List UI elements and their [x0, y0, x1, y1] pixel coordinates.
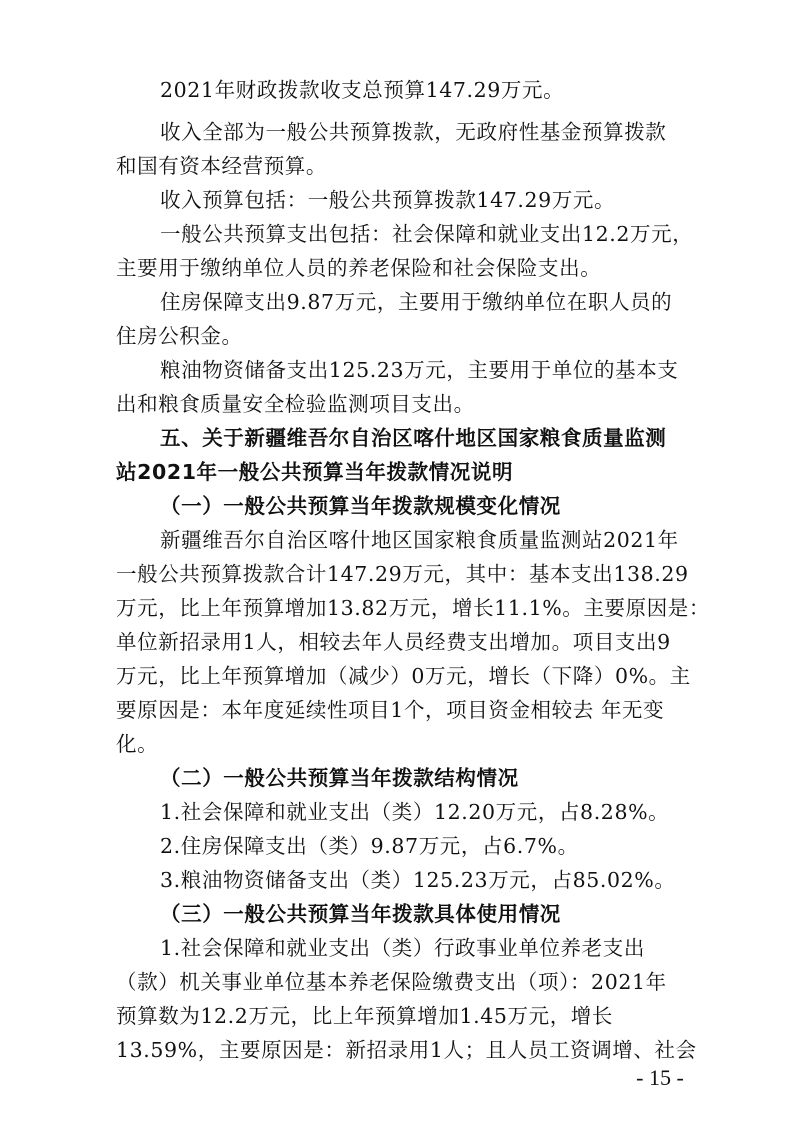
list-item: 1.社会保障和就业支出（类）12.20万元，占8.28%。: [160, 800, 670, 824]
subsection-heading: （二）一般公共预算当年拨款结构情况: [160, 766, 519, 790]
list-item: 3.粮油物资储备支出（类）125.23万元，占85.02%。: [160, 868, 676, 892]
body-line: 13.59%，主要原因是：新招录用1人；且人员工资调增、社会: [116, 1038, 697, 1062]
body-line: 要原因是：本年度延续性项目1个，项目资金相较去 年无变: [116, 698, 665, 722]
body-line: 住房保障支出9.87万元，主要用于缴纳单位在职人员的: [160, 290, 673, 314]
subsection-heading: （三）一般公共预算当年拨款具体使用情况: [160, 902, 561, 926]
list-item: 2.住房保障支出（类）9.87万元，占6.7%。: [160, 834, 579, 858]
subsection-heading: （一）一般公共预算当年拨款规模变化情况: [160, 494, 561, 518]
body-line: 一般公共预算拨款合计147.29万元，其中：基本支出138.29: [116, 562, 689, 586]
body-line: 化。: [116, 732, 159, 756]
body-line: 出和粮食质量安全检验监测项目支出。: [116, 392, 475, 416]
body-line: 新疆维吾尔自治区喀什地区国家粮食质量监测站2021年: [160, 528, 679, 552]
body-line: 单位新招录用1人，相较去年人员经费支出增加。项目支出9: [116, 630, 671, 654]
body-line: 主要用于缴纳单位人员的养老保险和社会保险支出。: [116, 256, 602, 280]
page-number: - 15 -: [636, 1065, 684, 1090]
body-line: 万元，比上年预算增加13.82万元，增长11.1%。主要原因是：: [116, 596, 711, 620]
body-line: 收入全部为一般公共预算拨款，无政府性基金预算拨款: [160, 120, 667, 144]
body-line: 粮油物资储备支出125.23万元，主要用于单位的基本支: [160, 358, 679, 382]
body-line: 收入预算包括：一般公共预算拨款147.29万元。: [160, 188, 616, 212]
body-line: 2021年财政拨款收支总预算147.29万元。: [160, 78, 565, 102]
body-line: 1.社会保障和就业支出（类）行政事业单位养老支出: [160, 936, 645, 960]
body-line: 万元，比上年预算增加（减少）0万元，增长（下降）0%。主: [116, 664, 691, 688]
section-heading: 五、关于新疆维吾尔自治区喀什地区国家粮食质量监测: [160, 426, 667, 450]
section-heading: 站2021年一般公共预算当年拨款情况说明: [116, 460, 514, 484]
body-line: 一般公共预算支出包括：社会保障和就业支出12.2万元，: [160, 222, 694, 246]
body-line: 和国有资本经营预算。: [116, 154, 327, 178]
body-line: （款）机关事业单位基本养老保险缴费支出（项）：2021年: [116, 970, 667, 994]
body-line: 预算数为12.2万元，比上年预算增加1.45万元，增长: [116, 1004, 613, 1028]
body-line: 住房公积金。: [116, 324, 243, 348]
